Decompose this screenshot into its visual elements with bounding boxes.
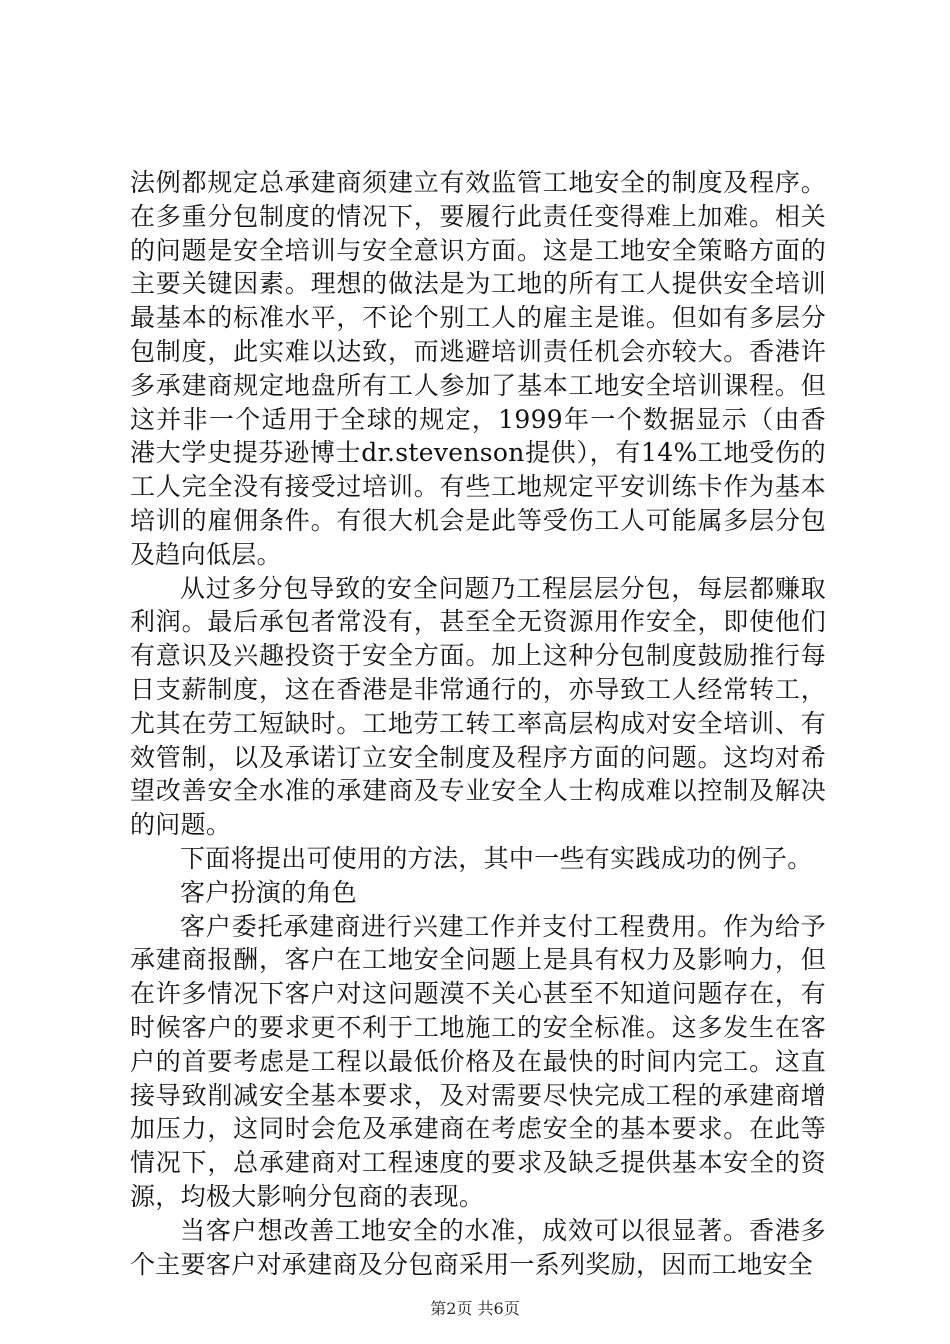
paragraph-5: 当客户想改善工地安全的水准，成效可以很显著。香港多个主要客户对承建商及分包商采用一系列奖励，因而工地安全 [130, 1215, 826, 1279]
paragraph-1: 法例都规定总承建商须建立有效监管工地安全的制度及程序。在多重分包制度的情况下，要履行此责任变得难上加难。相关的问题是安全培训与安全意识方面。这是工地安全策略方面的主要关键因素。理想的做法是为工地的所有工人提供安全培训最基本的标准水平，不论个别工人的雇主是谁。但如有多层分包制度，此实难以达致，而逃避培训责任机会亦较大。香港许多承建商规定地盘所有工人参加了基本工地安全培训课程。但这并非一个适用于全球的规定，1999年一个数据显示（由香港大学史提芬逊博士dr.stevenson提供），有14%工地受伤的工人完全没有接受过培训。有些工地规定平安训练卡作为基本培训的雇佣条件。有很大机会是此等受伤工人可能属多层分包及趋向低层。 [130, 168, 826, 569]
paragraph-4: 客户委托承建商进行兴建工作并支付工程费用。作为给予承建商报酬，客户在工地安全问题上是具有权力及影响力，但在许多情况下客户对这问题漠不关心甚至不知道问题存在，有时候客户的要求更不利于工地施工的安全标准。这多发生在客户的首要考虑是工程以最低价格及在最快的时间内完工。这直接导致削减安全基本要求，及对需要尽快完成工程的承建商增加压力，这同时会危及承建商在考虑安全的基本要求。在此等情况下，总承建商对工程速度的要求及缺乏提供基本安全的资源，均极大影响分包商的表现。 [130, 911, 826, 1211]
paragraph-2: 从过多分包导致的安全问题乃工程层层分包，每层都赚取利润。最后承包者常没有，甚至全无资源用作安全，即使他们有意识及兴趣投资于安全方面。加上这种分包制度鼓励推行每日支薪制度，这在香港是非常通行的，亦导致工人经常转工，尤其在劳工短缺时。工地劳工转工率高层构成对安全培训、有效管制，以及承诺订立安全制度及程序方面的问题。这均对希望改善安全水准的承建商及专业安全人士构成难以控制及解决的问题。 [130, 573, 826, 840]
section-heading: 客户扮演的角色 [180, 877, 358, 907]
document-body [130, 166, 826, 1281]
page-number-footer: 第2页 共6页 [430, 1299, 520, 1318]
paragraph-3: 下面将提出可使用的方法，其中一些有实践成功的例子。 [180, 843, 813, 873]
